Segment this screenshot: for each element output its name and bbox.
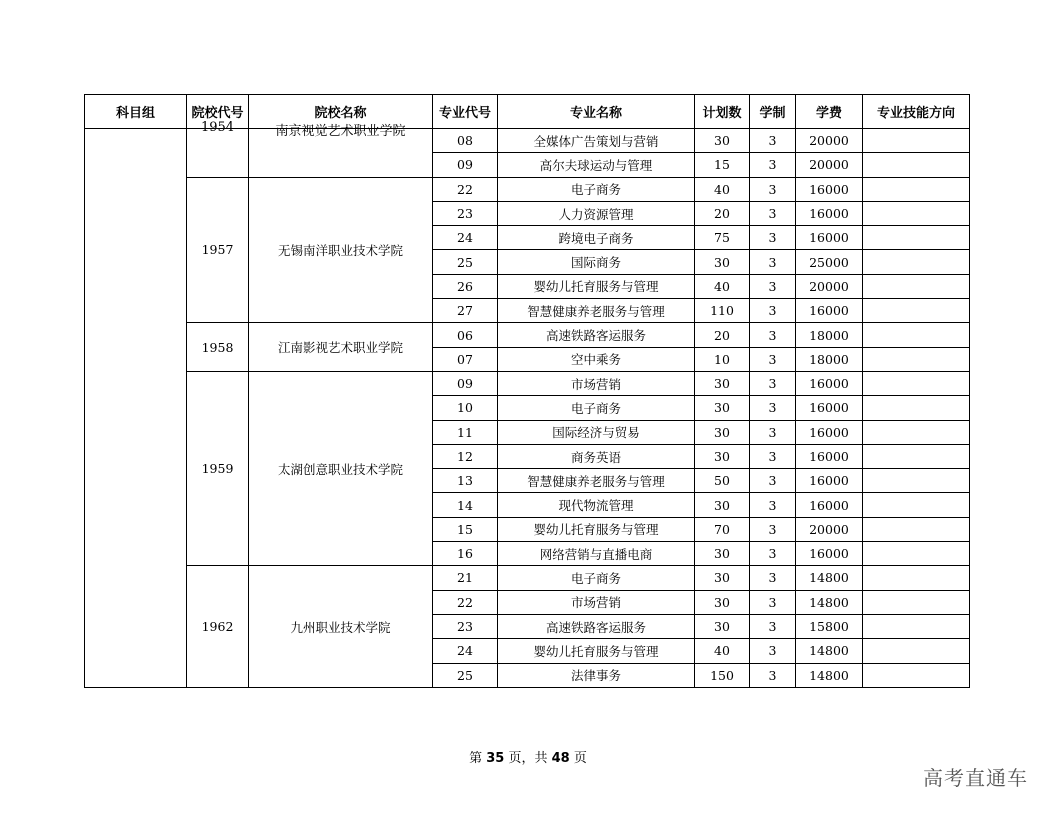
major-code-cell: 07 <box>433 347 498 371</box>
school-name-cell: 太湖创意职业技术学院 <box>249 371 433 565</box>
major-name-cell: 高速铁路客运服务 <box>498 323 695 347</box>
skill-direction-cell <box>863 420 970 444</box>
tuition-cell: 16000 <box>796 396 863 420</box>
tuition-cell: 18000 <box>796 347 863 371</box>
skill-direction-cell <box>863 299 970 323</box>
major-code-cell: 10 <box>433 396 498 420</box>
plan-count-cell: 40 <box>695 639 750 663</box>
header-major-code: 专业代号 <box>433 95 498 129</box>
tuition-cell: 16000 <box>796 420 863 444</box>
plan-count-cell: 30 <box>695 396 750 420</box>
skill-direction-cell <box>863 469 970 493</box>
major-name-cell: 婴幼儿托育服务与管理 <box>498 517 695 541</box>
plan-count-cell: 30 <box>695 420 750 444</box>
watermark-logo: 高考直通车 <box>923 766 1028 790</box>
duration-cell: 3 <box>750 444 796 468</box>
skill-direction-cell <box>863 226 970 250</box>
major-name-cell: 人力资源管理 <box>498 201 695 225</box>
duration-cell: 3 <box>750 517 796 541</box>
table-row <box>85 129 970 153</box>
table-body <box>85 120 970 688</box>
skill-direction-cell <box>863 129 970 153</box>
major-name-cell: 市场营销 <box>498 371 695 395</box>
table-row <box>85 177 970 201</box>
major-code-cell: 09 <box>433 371 498 395</box>
tuition-cell: 16000 <box>796 371 863 395</box>
skill-direction-cell <box>863 274 970 298</box>
header-skill-direction: 专业技能方向 <box>863 95 970 129</box>
major-code-cell: 26 <box>433 274 498 298</box>
school-name-text: 南京视觉艺术职业学院 <box>275 124 406 139</box>
major-code-cell: 14 <box>433 493 498 517</box>
major-code-cell: 11 <box>433 420 498 444</box>
school-code-cell: 1958 <box>187 323 249 372</box>
duration-cell: 3 <box>750 226 796 250</box>
major-name-cell: 高尔夫球运动与管理 <box>498 153 695 177</box>
header-school-code: 院校代号 <box>187 95 249 129</box>
duration-cell: 3 <box>750 420 796 444</box>
footer-middle: 页，共 <box>504 751 552 766</box>
duration-cell: 3 <box>750 590 796 614</box>
plan-count-cell: 50 <box>695 469 750 493</box>
tuition-cell: 16000 <box>796 201 863 225</box>
plan-count-cell: 30 <box>695 542 750 566</box>
plan-count-cell: 15 <box>695 153 750 177</box>
skill-direction-cell <box>863 590 970 614</box>
duration-cell: 3 <box>750 639 796 663</box>
major-name-cell: 婴幼儿托育服务与管理 <box>498 639 695 663</box>
major-name-cell: 电子商务 <box>498 177 695 201</box>
skill-direction-cell <box>863 323 970 347</box>
skill-direction-cell <box>863 250 970 274</box>
tuition-cell: 14800 <box>796 639 863 663</box>
major-name-cell: 高速铁路客运服务 <box>498 614 695 638</box>
major-code-cell: 24 <box>433 639 498 663</box>
major-name-cell: 空中乘务 <box>498 347 695 371</box>
major-name-cell: 现代物流管理 <box>498 493 695 517</box>
plan-count-cell: 30 <box>695 566 750 590</box>
tuition-cell: 15800 <box>796 614 863 638</box>
header-duration: 学制 <box>750 95 796 129</box>
table-row <box>85 566 970 590</box>
major-name-cell: 电子商务 <box>498 396 695 420</box>
school-code-text: 1954 <box>200 120 235 135</box>
major-code-cell: 09 <box>433 153 498 177</box>
major-code-cell: 22 <box>433 177 498 201</box>
tuition-cell: 16000 <box>796 542 863 566</box>
duration-cell: 3 <box>750 542 796 566</box>
school-name-cell: 无锡南洋职业技术学院 <box>249 177 433 323</box>
plan-count-cell: 110 <box>695 299 750 323</box>
major-code-cell: 16 <box>433 542 498 566</box>
plan-count-cell: 40 <box>695 274 750 298</box>
header-subject-group: 科目组 <box>85 95 187 129</box>
footer-total-pages: 48 <box>551 751 570 766</box>
major-code-cell: 25 <box>433 663 498 687</box>
major-code-cell: 24 <box>433 226 498 250</box>
major-code-cell: 13 <box>433 469 498 493</box>
footer-suffix: 页 <box>569 751 587 766</box>
footer-prefix: 第 <box>469 751 487 766</box>
major-name-cell: 法律事务 <box>498 663 695 687</box>
plan-count-cell: 30 <box>695 444 750 468</box>
plan-count-cell: 30 <box>695 250 750 274</box>
duration-cell: 3 <box>750 323 796 347</box>
duration-cell: 3 <box>750 396 796 420</box>
duration-cell: 3 <box>750 274 796 298</box>
tuition-cell: 18000 <box>796 323 863 347</box>
duration-cell: 3 <box>750 566 796 590</box>
plan-count-cell: 30 <box>695 371 750 395</box>
skill-direction-cell <box>863 371 970 395</box>
tuition-cell: 16000 <box>796 226 863 250</box>
header-tuition: 学费 <box>796 95 863 129</box>
header-school-name: 院校名称 <box>249 95 433 129</box>
major-code-cell: 23 <box>433 614 498 638</box>
skill-direction-cell <box>863 542 970 566</box>
plan-count-cell: 70 <box>695 517 750 541</box>
skill-direction-cell <box>863 153 970 177</box>
skill-direction-cell <box>863 566 970 590</box>
duration-cell: 3 <box>750 371 796 395</box>
school-name-cell <box>249 124 433 178</box>
school-name-cell: 九州职业技术学院 <box>249 566 433 687</box>
major-name-cell: 婴幼儿托育服务与管理 <box>498 274 695 298</box>
duration-cell: 3 <box>750 493 796 517</box>
major-name-cell: 国际商务 <box>498 250 695 274</box>
skill-direction-cell <box>863 444 970 468</box>
skill-direction-cell <box>863 347 970 371</box>
tuition-cell: 16000 <box>796 444 863 468</box>
major-name-cell: 智慧健康养老服务与管理 <box>498 299 695 323</box>
subject-group-cell <box>85 129 187 688</box>
duration-cell: 3 <box>750 153 796 177</box>
plan-count-cell: 20 <box>695 201 750 225</box>
admission-plan-table-container <box>84 94 970 696</box>
major-code-cell: 25 <box>433 250 498 274</box>
plan-count-cell: 40 <box>695 177 750 201</box>
major-code-cell: 27 <box>433 299 498 323</box>
major-name-cell: 电子商务 <box>498 566 695 590</box>
skill-direction-cell <box>863 493 970 517</box>
admission-plan-table <box>84 94 970 688</box>
duration-cell: 3 <box>750 177 796 201</box>
tuition-cell: 20000 <box>796 129 863 153</box>
plan-count-cell: 150 <box>695 663 750 687</box>
header-major-name: 专业名称 <box>498 95 695 129</box>
school-code-cell: 1962 <box>187 566 249 687</box>
page-footer <box>0 747 1056 766</box>
skill-direction-cell <box>863 614 970 638</box>
duration-cell: 3 <box>750 614 796 638</box>
tuition-cell: 20000 <box>796 153 863 177</box>
major-code-cell: 08 <box>433 129 498 153</box>
major-code-cell: 06 <box>433 323 498 347</box>
plan-count-cell: 75 <box>695 226 750 250</box>
tuition-cell: 16000 <box>796 469 863 493</box>
table-row <box>85 371 970 395</box>
plan-count-cell: 10 <box>695 347 750 371</box>
major-name-cell: 商务英语 <box>498 444 695 468</box>
tuition-cell: 16000 <box>796 177 863 201</box>
skill-direction-cell <box>863 639 970 663</box>
major-code-cell: 22 <box>433 590 498 614</box>
plan-count-cell: 30 <box>695 493 750 517</box>
plan-count-cell: 20 <box>695 323 750 347</box>
major-name-cell: 跨境电子商务 <box>498 226 695 250</box>
plan-count-cell: 30 <box>695 614 750 638</box>
plan-count-cell: 30 <box>695 590 750 614</box>
school-code-cell <box>187 120 249 178</box>
school-code-cell: 1957 <box>187 177 249 323</box>
major-name-cell: 市场营销 <box>498 590 695 614</box>
duration-cell: 3 <box>750 129 796 153</box>
major-code-cell: 15 <box>433 517 498 541</box>
school-name-cell: 江南影视艺术职业学院 <box>249 323 433 372</box>
duration-cell: 3 <box>750 299 796 323</box>
tuition-cell: 14800 <box>796 590 863 614</box>
plan-count-cell: 30 <box>695 129 750 153</box>
school-code-cell: 1959 <box>187 371 249 565</box>
tuition-cell: 16000 <box>796 493 863 517</box>
skill-direction-cell <box>863 201 970 225</box>
tuition-cell: 20000 <box>796 517 863 541</box>
header-plan-count: 计划数 <box>695 95 750 129</box>
tuition-cell: 25000 <box>796 250 863 274</box>
skill-direction-cell <box>863 517 970 541</box>
tuition-cell: 14800 <box>796 663 863 687</box>
footer-page-number: 35 <box>486 751 505 766</box>
skill-direction-cell <box>863 663 970 687</box>
duration-cell: 3 <box>750 469 796 493</box>
major-name-cell: 国际经济与贸易 <box>498 420 695 444</box>
major-name-cell: 智慧健康养老服务与管理 <box>498 469 695 493</box>
skill-direction-cell <box>863 177 970 201</box>
duration-cell: 3 <box>750 201 796 225</box>
major-name-cell: 网络营销与直播电商 <box>498 542 695 566</box>
major-code-cell: 21 <box>433 566 498 590</box>
major-code-cell: 23 <box>433 201 498 225</box>
tuition-cell: 20000 <box>796 274 863 298</box>
major-code-cell: 12 <box>433 444 498 468</box>
major-name-cell: 全媒体广告策划与营销 <box>498 129 695 153</box>
tuition-cell: 16000 <box>796 299 863 323</box>
duration-cell: 3 <box>750 250 796 274</box>
table-row <box>85 323 970 347</box>
duration-cell: 3 <box>750 663 796 687</box>
tuition-cell: 14800 <box>796 566 863 590</box>
duration-cell: 3 <box>750 347 796 371</box>
skill-direction-cell <box>863 396 970 420</box>
